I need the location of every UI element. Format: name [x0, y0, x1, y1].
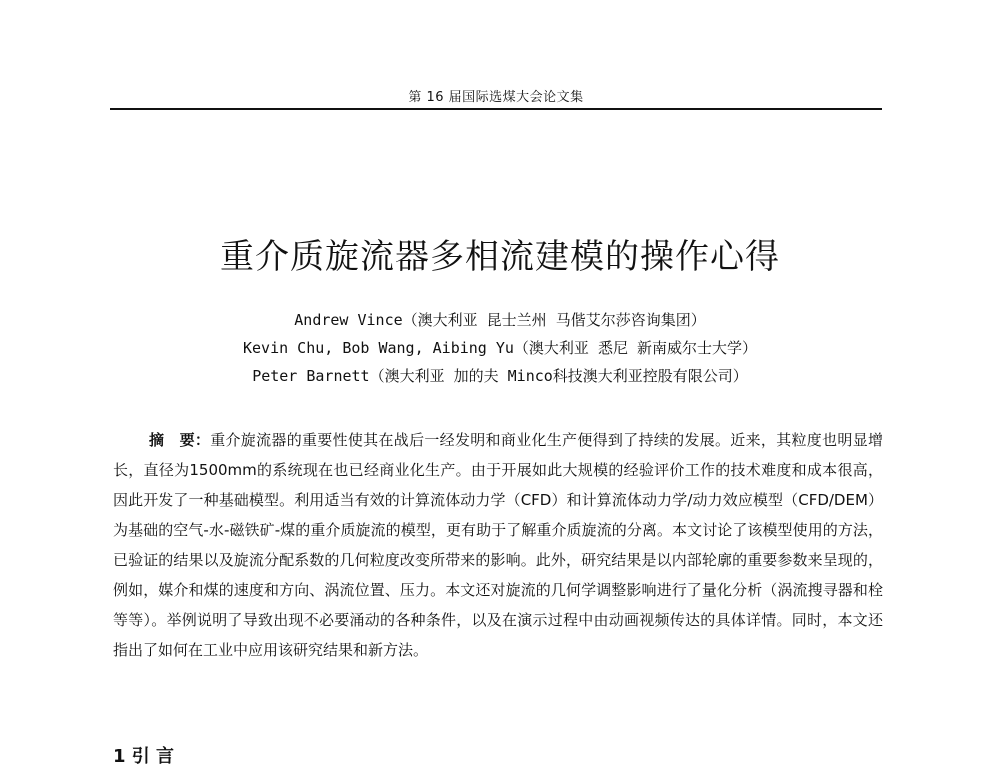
- abstract: [113, 425, 883, 665]
- abstract-text: 重介旋流器的重要性使其在战后一经发明和商业化生产便得到了持续的发展。近来，其粒度也明显增长，直径为1500mm的系统现在也已经商业化生产。由于开展如此大规模的经验评价工作的技术难度和成本很高，因此开发了一种基础模型。利用适当有效的计算流体动力学（CFD）和计算流体动力学/动力效应模型（CFD/DEM）为基础的空气-水-磁铁矿-煤的重介质旋流的模型，更有助于了解重介质旋流的分离。本文讨论了该模型使用的方法，已验证的结果以及旋流分配系数的几何粒度改变所带来的影响。此外，研究结果是以内部轮廓的重要参数来呈现的，例如，媒介和煤的速度和方向、涡流位置、压力。本文还对旋流的几何学调整影响进行了量化分析（涡流搜寻器和栓等等）。举例说明了导致出现不必要涌动的各种条件，以及在演示过程中由动画视频传达的具体详情。同时，本文还指出了如何在工业中应用该研究结果和新方法。: [113, 431, 883, 659]
- author-list: [0, 306, 1000, 390]
- section-heading: 1 引 言: [113, 746, 175, 767]
- abstract-label: 摘 要：: [149, 431, 211, 449]
- author-line: Peter Barnett（澳大利亚 加的夫 Minco科技澳大利亚控股有限公司）: [252, 367, 748, 385]
- header-rule: [110, 108, 882, 110]
- running-header: 第 16 届国际选煤大会论文集: [408, 90, 584, 105]
- paper-title: 重介质旋流器多相流建模的操作心得: [220, 236, 780, 277]
- author-line: Kevin Chu, Bob Wang, Aibing Yu（澳大利亚 悉尼 新南威尔士大学）: [243, 339, 757, 357]
- author-line: Andrew Vince（澳大利亚 昆士兰州 马偕艾尔莎咨询集团）: [294, 311, 706, 329]
